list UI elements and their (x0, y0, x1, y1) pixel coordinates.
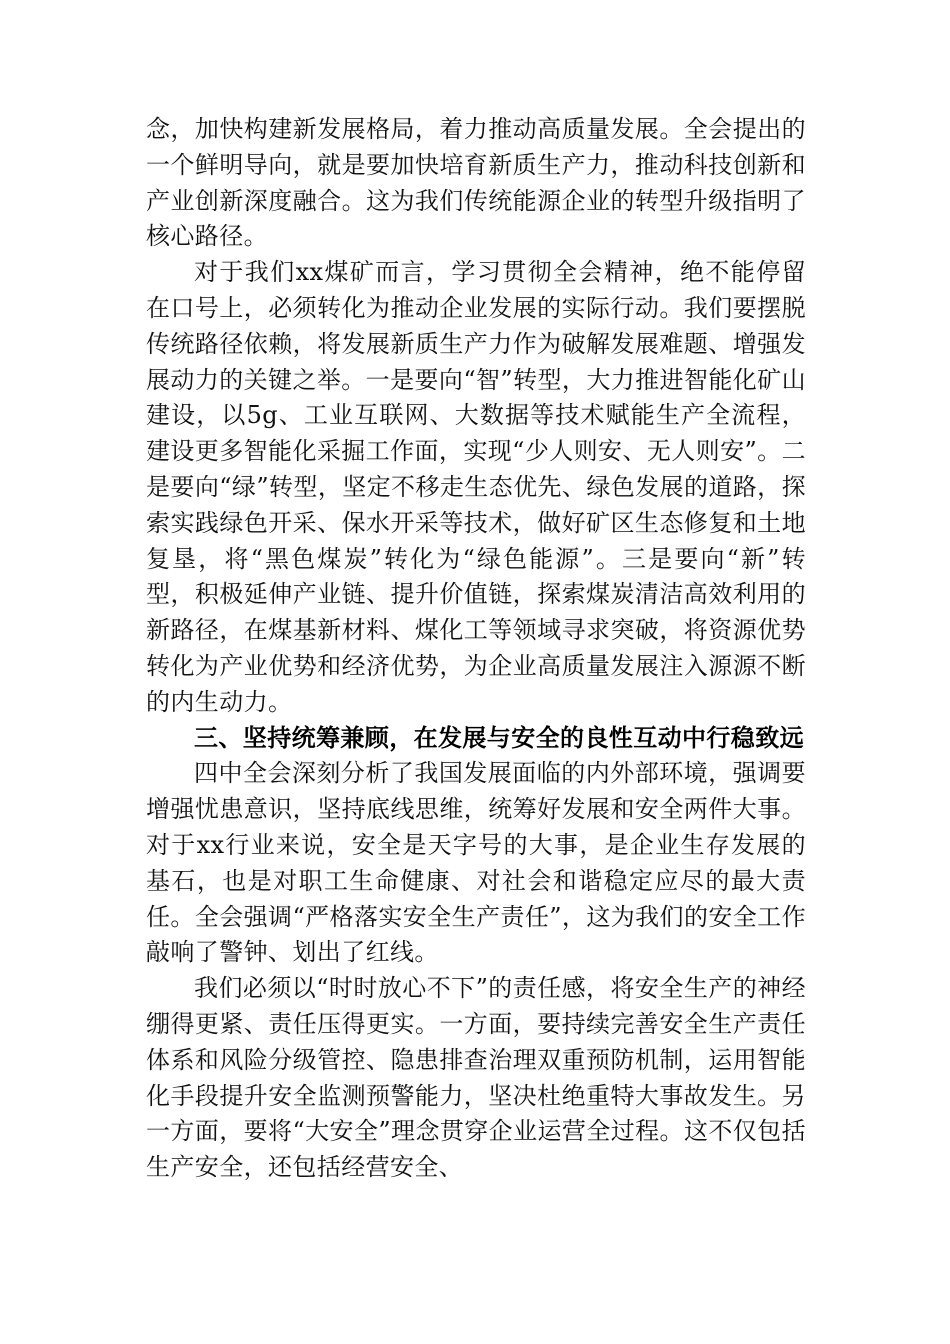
section-heading-three: 三、坚持统筹兼顾，在发展与安全的良性互动中行稳致远 (194, 723, 804, 752)
paragraph-continuation: 念，加快构建新发展格局，着力推动高质量发展。全会提出的一个鲜明导向，就是要加快培育新质生产力，推动科技创新和产业创新深度融合。这为我们传统能源企业的转型升级指明了核心路径。 (146, 115, 806, 251)
paragraph-coal-mine-transformation: 对于我们xx煤矿而言，学习贯彻全会精神，绝不能停留在口号上，必须转化为推动企业发展的实际行动。我们要摆脱传统路径依赖，将发展新质生产力作为破解发展难题、增强发展动力的关键之举。一是要向“智”转型，大力推进智能化矿山建设，以5g、工业互联网、大数据等技术赋能生产全流程，建设更多智能化采掘工作面，实现“少人则安、无人则安”。二是要向“绿”转型，坚定不移走生态优先、绿色发展的道路，探索实践绿色开采、保水开采等技术，做好矿区生态修复和土地复垦，将“黑色煤炭”转化为“绿色能源”。三是要向“新”转型，积极延伸产业链、提升价值链，探索煤炭清洁高效利用的新路径，在煤基新材料、煤化工等领域寻求突破，将资源优势转化为产业优势和经济优势，为企业高质量发展注入源源不断的内生动力。 (146, 258, 806, 716)
document-body (146, 112, 806, 1186)
paragraph-safety-responsibility: 我们必须以“时时放心不下”的责任感，将安全生产的神经绷得更紧、责任压得更实。一方面，要持续完善安全生产责任体系和风险分级管控、隐患排查治理双重预防机制，运用智能化手段提升安全监测预警能力，坚决杜绝重特大事故发生。另一方面，要将“大安全”理念贯穿企业运营全过程。这不仅包括生产安全，还包括经营安全、 (146, 974, 806, 1182)
paragraph-development-and-security: 四中全会深刻分析了我国发展面临的内外部环境，强调要增强忧患意识，坚持底线思维，统筹好发展和安全两件大事。对于xx行业来说，安全是天字号的大事，是企业生存发展的基石，也是对职工生命健康、对社会和谐稳定应尽的最大责任。全会强调“严格落实安全生产责任”，这为我们的安全工作敲响了警钟、划出了红线。 (146, 759, 806, 967)
